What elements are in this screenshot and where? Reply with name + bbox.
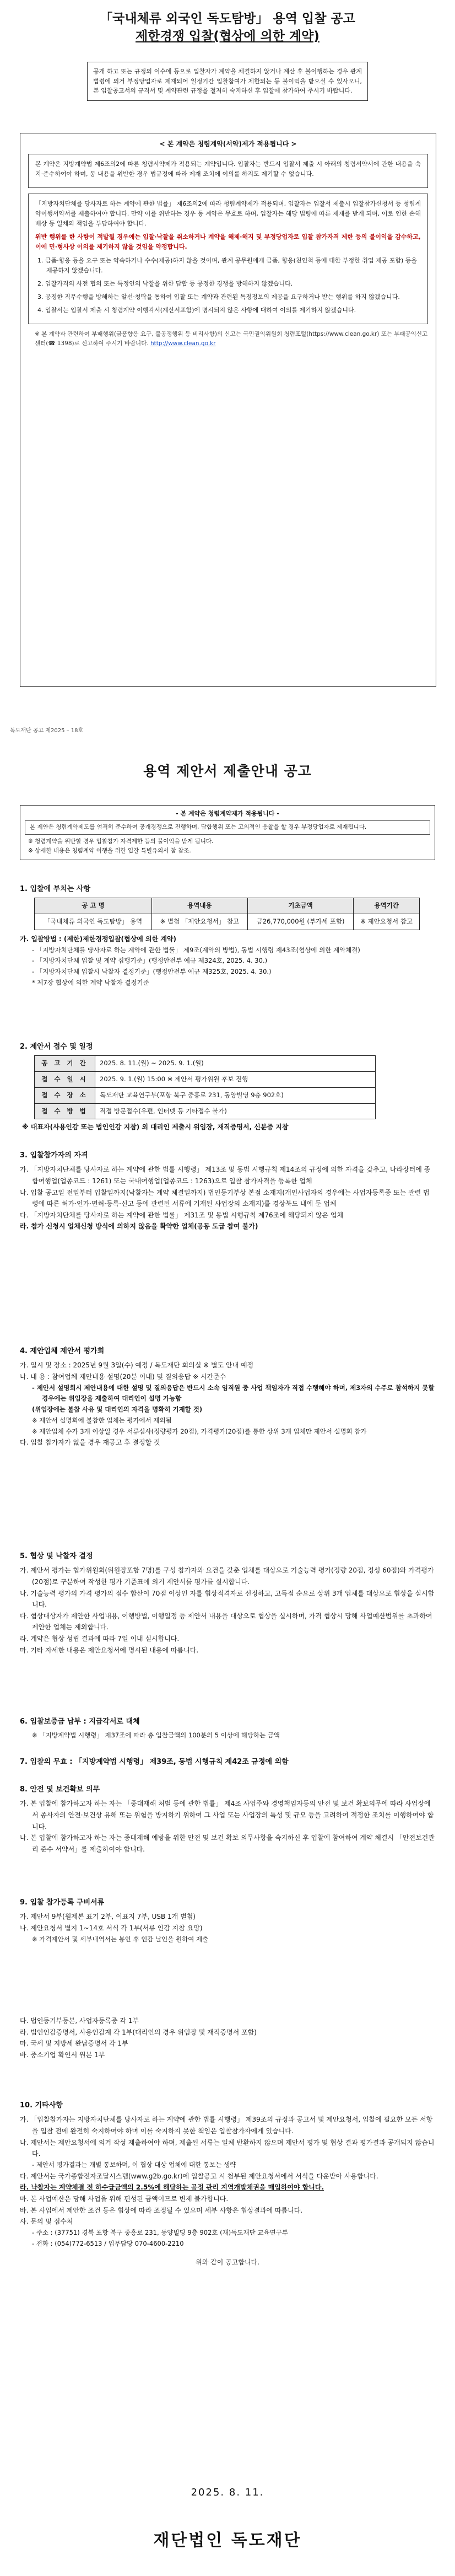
text-line: 나. 입찰 공고일 전일부터 입찰일까지(낙찰자는 계약 체결일까지) 법인등기부상 본점 소재지(개인사업자의 경우에는 사업자등록증 또는 관련 법령에 따른 허가·인가·면허·등록·신고 등에 관련된 서류에 기재된 사업장의 소재지)를 경상북도 내에 둔 업체 bbox=[20, 1188, 430, 1208]
text-line: ※ 「지방계약법 시행령」 제37조에 따라 총 입찰금액의 100분의 5 이상에 해당하는 금액 bbox=[32, 1731, 280, 1740]
text-line: 바. 본 사업에서 제안한 조건 등은 협상에 따라 조정될 수 있으며 세부 사항은 협상결과에 따릅니다. bbox=[20, 2206, 303, 2214]
section-documents bbox=[20, 1897, 435, 1945]
bid-method-lines bbox=[20, 933, 435, 989]
column-header: 용역기간 bbox=[354, 898, 420, 914]
section-heading: 7. 입찰의 무효 : 「지방계약법 시행령」 제39조, 동법 시행규칙 제42조 규정에 의함 bbox=[20, 1758, 289, 1766]
section-heading: 3. 입찰참가자의 자격 bbox=[20, 1151, 88, 1160]
section-bid-items bbox=[20, 883, 435, 989]
row-header: 접 수 방 법 bbox=[35, 1103, 95, 1119]
table-cell: 독도재단 교육연구부(포항 북구 중흥로 231, 동양빌딩 9층 902호) bbox=[95, 1087, 376, 1103]
text-line: 다. 입찰 참가자가 없을 경우 재공고 후 결정할 것 bbox=[20, 1439, 160, 1447]
section-other bbox=[20, 2100, 435, 2268]
report-footnote-text: ※ 본 계약과 관련하여 부패행위(금품향응 요구, 불공정행위 등 비리사항)의 신고는 국민권익위원회 청렴포털(https://www.clean.go.kr) 또는 부패공익신고센터(☎ 1398)로 신고하여 주시기 바랍니다. bbox=[35, 331, 428, 347]
column-header: 용역내용 bbox=[151, 898, 247, 914]
pledge-item: 4. 입찰서는 입찰서 제출 시 청렴계약 이행각서(계산서포함)에 명시되지 않은 사항에 대하여 이의를 제기하지 않겠습니다. bbox=[37, 307, 356, 314]
section-qualifications bbox=[20, 1150, 435, 1232]
text-line: 다. 협상대상자가 제안한 사업내용, 이행방법, 이행일정 등 제안서 내용을 대상으로 협상을 실시하며, 가격 협상시 당해 사업예산범위를 초과하여 제안한 업체는 제외합니다. bbox=[20, 1612, 432, 1632]
section-heading: 6. 입찰보증금 납부 : 지급각서로 대체 bbox=[20, 1718, 140, 1726]
integrity-intro-box bbox=[28, 154, 428, 188]
integrity-warning-heading: - 본 계약은 청렴계약제가 적용됩니다 - bbox=[176, 810, 279, 817]
announcement-title bbox=[11, 10, 444, 45]
schedule-note: ※ 대표자(사용인감 또는 법인인감 지참) 외 대리인 제출시 위임장, 재직증명서, 신분증 지참 bbox=[22, 1123, 289, 1131]
text-line: - 전화 : (054)772-6513 / 입무담당 070-4600-2210 bbox=[32, 2239, 184, 2247]
text-line: 가. 일시 및 장소 : 2025년 9월 3일(수) 예정 / 독도재단 회의실 ※ 별도 안내 예정 bbox=[20, 1361, 254, 1370]
text-line: 라. 낙찰자는 계약체결 전 하수급금액의 2.5%에 해당하는 공정 관리 지역개발채권을 매입하여야 합니다. bbox=[20, 2183, 324, 2192]
table-row bbox=[35, 1087, 376, 1103]
section-heading: 8. 안전 및 보건확보 의무 bbox=[20, 1785, 100, 1794]
text-line: 가. 제안서 평가는 협가위원회(위원장포함 7명)를 구성 참가자와 요건을 갖춘 업체를 대상으로 기술능력 평가(정량 20점, 정성 60점)와 가격평가(20점)로 구분하여 작성한 평가 기준표에 의거 제안서를 평가를 실시합니다. bbox=[20, 1566, 434, 1586]
table-row bbox=[35, 1056, 376, 1072]
column-header: 공 고 명 bbox=[35, 898, 152, 914]
integrity-warning-text: 본 제안은 청렴계약제도를 엄격히 준수하여 공개경쟁으로 진행하며, 담합행위 또는 고의적인 응찰을 할 경우 부정당업자로 제재됩니다. bbox=[25, 820, 430, 835]
table-row bbox=[35, 914, 420, 930]
integrity-pledge-box bbox=[28, 194, 428, 324]
title-line-1: 「국내체류 외국인 독도탐방」 용역 입찰 공고 bbox=[100, 12, 355, 26]
text-line: 라. 참가 신청시 업체신청 방식에 의하지 않음을 확약한 업체(공동 도급 참여 불가) bbox=[20, 1222, 258, 1231]
text-line: 가. 입찰방법 : (제한)제한경쟁입찰(협상에 의한 계약) bbox=[20, 935, 177, 943]
section-safety bbox=[20, 1784, 435, 1855]
section-documents-continued bbox=[20, 2015, 435, 2061]
text-line: * 제7장 협상에 의한 계약 낙찰자 결정기준 bbox=[32, 978, 149, 986]
text-line: 라. 법인인감증명서, 사용인감계 각 1부(대리인의 경우 위임장 및 재직증명서 포함) bbox=[20, 2028, 257, 2036]
table-cell: 2025. 9. 1.(월) 15:00 ※ 제안서 평가위원 후보 진행 bbox=[95, 1072, 376, 1088]
section-evaluation bbox=[20, 1345, 435, 1448]
text-line: 나. 제안요청서 별지 1~14호 서식 각 1부(서류 인감 지참 요망) bbox=[20, 1924, 203, 1932]
text-line: - 주소 : (37751) 경북 포항 북구 중흥로 231, 동양빌딩 9층 902호 (재)독도재단 교육연구부 bbox=[32, 2228, 288, 2236]
section-heading: 4. 제안업체 제안서 평가회 bbox=[20, 1347, 105, 1355]
text-line: - 「지방자치단체 입찰 및 계약 집행기준」(행정안전부 예규 제324호, 2025. 4. 30.) bbox=[32, 957, 268, 965]
row-header: 접 수 일 시 bbox=[35, 1072, 95, 1088]
section-heading: 2. 제안서 접수 및 일정 bbox=[20, 1043, 93, 1051]
integrity-pledge-text: 「지방자치단체를 당사자로 하는 계약에 관한 법률」 제6조의2에 따라 청렴계약제가 적용되며, 입찰자는 입찰서 제출시 입찰참가신청서 등 청렴계약이행서약서를 제출하여야 합니다. 만약 이를 위반하는 경우 동 계약은 무효로 하며, 입찰자는 해당 법령에 따른 제재를 받게 되며, 이로 인한 손해배상 등 일체의 책임을 부담하여야 합니다. bbox=[35, 200, 421, 228]
table-row bbox=[35, 1103, 376, 1119]
integrity-warning-box bbox=[20, 805, 435, 860]
text-line: 사. 문의 및 접수처 bbox=[20, 2218, 73, 2226]
text-line: 다. 「지방자치단체를 당사자로 하는 계약에 관한 법률」 제31조 및 동법 시행규칙 제76조에 해당되지 않은 업체 bbox=[20, 1211, 344, 1219]
section-heading: 5. 협상 및 낙찰자 결정 bbox=[20, 1552, 93, 1560]
text-line: 마. 기타 자세한 내용은 제안요청서에 명시된 내용에 따릅니다. bbox=[20, 1646, 199, 1654]
integrity-intro-text: 본 계약은 지방계약법 제6조의2에 따른 청렴서약제가 적용되는 계약입니다. 입찰자는 반드시 입찰서 제출 시 아래의 청렴서약서에 관한 내용을 숙지·준수하여야 하며, 동 내용을 위반한 경우 법규정에 따라 제재 조치에 이의를 하지도 제기할 수 없습니다. bbox=[35, 160, 421, 178]
notice-number: 독도재단 공고 제2025 – 18호 bbox=[10, 728, 84, 734]
clean-portal-link[interactable]: http://www.clean.go.kr bbox=[150, 340, 216, 347]
section-heading: 9. 입찰 참가등록 구비서류 bbox=[20, 1898, 105, 1907]
report-footnote bbox=[28, 330, 428, 348]
row-header: 접 수 장 소 bbox=[35, 1087, 95, 1103]
table-row bbox=[35, 1072, 376, 1088]
text-line: 가. 「지방자치단체를 당사자로 하는 계약에 관한 법률 시행령」 제13조 및 동법 시행규칙 제14조의 규정에 의한 자격을 갖추고, 나라장터에 종합여행업(업종코드 : 1261) 또는 국내여행업(업종코드 : 1263)으로 입찰 참가자격을 등록한 업체 bbox=[20, 1166, 431, 1185]
section-schedule bbox=[20, 1041, 435, 1133]
text-line: 나. 제안서는 제안요청서에 의거 작성 제출하여야 하며, 제출된 서류는 일체 반환하지 않으며 제안서 평가 및 협상 결과 평가결과 공개되지 않습니다. bbox=[20, 2138, 435, 2158]
integrity-pledge-warning: 위반 행위를 한 사항이 적발될 경우에는 입찰·낙찰을 취소하거나 계약을 해제·해지 및 부정당업자로 입찰 참가자격 제한 등의 불이익을 감수하고, 이에 민·형사상 이의를 제기하지 않을 것임을 약정합니다. bbox=[35, 233, 421, 251]
notice-date: 2025. 8. 11. bbox=[191, 2487, 264, 2498]
text-line: 마. 본 사업예산은 당해 사업을 위해 편성된 금액이므로 변제 불가합니다. bbox=[20, 2194, 229, 2203]
pledge-list bbox=[35, 256, 421, 316]
integrity-notice-box bbox=[20, 133, 436, 687]
text-line: ※ 제안업체 수가 3개 이상일 경우 서류심사(정량평가 20점), 가격평가(20점)를 통한 상위 3개 업체만 제안서 설명회 참가 bbox=[32, 1427, 367, 1435]
schedule-table bbox=[34, 1055, 376, 1119]
column-header: 기초금액 bbox=[247, 898, 353, 914]
text-line: - 제안서 평가결과는 개별 통보하며, 이 협상 대상 업체에 대한 통보는 생략 bbox=[32, 2160, 236, 2169]
section-bid-deposit bbox=[20, 1716, 435, 1741]
text-line: 가. 「입찰참가자는 지방자치단체를 당사자로 하는 계약에 관한 법률 시행령」 제39조의 규정과 공고서 및 제안요청서, 입찰에 필요한 모든 서항을 입찰 전에 완전히 숙지하여야 하며 이를 숙지하지 못한 책임은 입찰참가자에게 있습니다. bbox=[20, 2116, 433, 2135]
section-invalid-bid bbox=[20, 1756, 435, 1770]
title-line-2: 제한경쟁 입찰(협상에 의한 계약) bbox=[136, 29, 319, 44]
text-line: 가. 제안서 9부(원제본 표기 2부, 이표지 7부, USB 1개 별첨) bbox=[20, 1913, 196, 1921]
pledge-item: 2. 입찰가격의 사전 협의 또는 특정인의 낙찰을 위한 담합 등 공정한 경쟁을 방해하지 않겠습니다. bbox=[37, 280, 293, 287]
table-cell: 2025. 8. 11.(월) ~ 2025. 9. 1.(월) bbox=[95, 1056, 376, 1072]
text-line: 다. 법인등기부등본, 사업자등록증 각 1부 bbox=[20, 2017, 139, 2025]
text-line: - 「지방자치단체를 당사자로 하는 계약에 관한 법률」 제9조(계약의 방법), 동법 시행령 제43조(협상에 의한 계약체결) bbox=[32, 946, 360, 954]
table-cell: ※ 제안요청서 참고 bbox=[354, 914, 420, 930]
integrity-warning-notes bbox=[25, 835, 430, 856]
issuing-organization: 재단법인 독도재단 bbox=[153, 2531, 302, 2550]
text-line: 마. 국세 및 지방세 완납증명서 각 1부 bbox=[20, 2040, 128, 2048]
section-heading: 1. 입찰에 부치는 사항 bbox=[20, 885, 91, 893]
section-negotiation bbox=[20, 1550, 435, 1656]
bid-items-table bbox=[34, 898, 420, 930]
text-line: 가. 본 입찰에 참가하고자 하는 자는 「중대재해 처벌 등에 관한 법률」 제4조 사업주와 경영책임자등의 안전 및 보건 확보의무에 따라 사업장에서 종사자의 안전·보건상 유해 또는 위험을 방지하기 위하여 그 사업 또는 사업장의 특성 및 규모 등을 고려하여 적정한 조치를 이행하여야 합니다. bbox=[20, 1800, 434, 1831]
section-heading: 10. 기타사항 bbox=[20, 2101, 63, 2110]
table-cell: 직접 방문접수(우편, 인터넷 등 기타접수 불가) bbox=[95, 1103, 376, 1119]
text-line: ※ 가격제안서 및 세부내역서는 봉인 후 인감 날인을 원하여 제출 bbox=[32, 1935, 209, 1943]
pledge-item: 1. 금품·향응 등을 요구 또는 약속하거나 수수(제공)하지 않을 것이며, 관계 공무원에게 금품, 향응(친인척 등에 대한 부정한 취업 제공 포함) 등을 제공하지 않겠습니다. bbox=[37, 256, 418, 274]
proposal-notice-title: 용역 제안서 제출안내 공고 bbox=[143, 763, 312, 779]
text-line: - 「지방자치단체 입찰시 낙찰자 결정기준」(행정안전부 예규 제325호, 2025. 4. 30.) bbox=[32, 968, 272, 976]
text-line: 나. 내 용 : 참여업체 제안내용 설명(20분 이내) 및 질의응답 ※ 시간준수 bbox=[20, 1372, 226, 1381]
table-cell: 「국내체류 외국인 독도탐방」 용역 bbox=[35, 914, 152, 930]
closing-line: 위와 같이 공고합니다. bbox=[196, 2258, 259, 2267]
text-line: ※ 제안서 설명회에 불참한 업체는 평가에서 제외됨 bbox=[32, 1416, 172, 1424]
text-line: 다. 제안서는 국가종합전자조달시스템(www.g2b.go.kr)에 입찰공고 시 첨부된 제안요청서에서 서식을 다운받아 사용합니다. bbox=[20, 2172, 378, 2180]
row-header: 공 고 기 간 bbox=[35, 1056, 95, 1072]
text-line: (위임장에는 불참 사유 및 대리인의 자격을 명확히 기재할 것) bbox=[32, 1405, 203, 1414]
text-line: 라. 계약은 협상 성립 결과에 따라 7일 이내 실시합니다. bbox=[20, 1635, 180, 1643]
text-line: - 제안서 설명회시 제안내용에 대한 설명 및 질의응답은 반드시 소속 임직원 중 사업 책임자가 직접 수행해야 하며, 제3자의 수주로 참석하지 못할 경우에는 위임장을 제출하여 대리인이 설명 가능함 bbox=[32, 1383, 435, 1403]
warning-note: ※ 상세한 내용은 청렴계약 이행을 위한 입찰 특별유의서 참 참조. bbox=[28, 847, 191, 854]
text-line: 바. 중소기업 확인서 원본 1부 bbox=[20, 2051, 105, 2059]
table-cell: 금26,770,000원 (부가세 포함) bbox=[247, 914, 353, 930]
integrity-notice-heading: < 본 계약은 청렴계약(서약)제가 적용됩니다 > bbox=[159, 140, 297, 148]
table-header-row bbox=[35, 898, 420, 914]
text-line: 나. 본 입찰에 참가하고자 하는 자는 중대재해 예방을 위한 안전 및 보건 확보 의무사항을 숙지하신 후 입찰에 참여하여 계약 체결시 「안전보건관리 준수 서약서」를 제출하여야 합니다. bbox=[20, 1834, 435, 1853]
table-cell: ※ 별첨 「제안요청서」 참고 bbox=[151, 914, 247, 930]
warning-note: ※ 청렴계약을 위반할 경우 입찰참가 자격제한 등의 불이익을 받게 됩니다. bbox=[28, 838, 214, 845]
text-line: 나. 기술능력 평가의 가격 평가의 점수 합산이 70점 이상인 자를 협상적격자로 선정하고, 고득점 순으로 상위 3개 업체를 대상으로 협상을 실시합니다. bbox=[20, 1589, 435, 1609]
pledge-item: 3. 공정한 직무수행을 방해하는 알선·청탁을 통하여 입찰 또는 계약과 관련된 특정정보의 제공을 요구하거나 받는 행위를 하지 않겠습니다. bbox=[37, 293, 400, 300]
intro-box: 공개 하고 또는 규정의 이수에 등으로 입찰자가 계약을 체결하지 않거나 계산 후 불이행하는 경우 관계법령에 의거 부정당업자로 제재되어 일정기간 입찰참여가 제한되는 등 불이익을 받으실 수 있사오니, 본 입찰공고서의 규격서 및 계약관련 규정을 철저히 숙지하신 후 입찰에 참가하여 주시기 바랍니다. bbox=[87, 62, 368, 101]
